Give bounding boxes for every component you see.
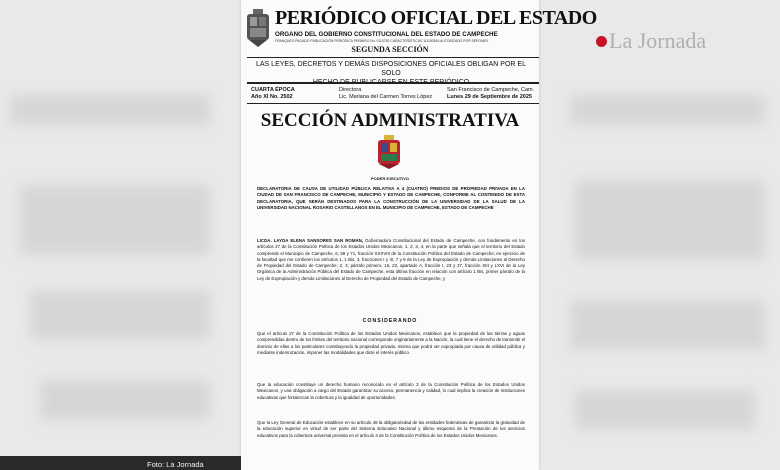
divider	[247, 57, 539, 58]
place: San Francisco de Campeche, Cam.	[447, 87, 535, 93]
blur-band	[575, 180, 765, 260]
poder-ejecutivo: PODER EJECUTIVO	[370, 176, 409, 181]
gazette-section: SEGUNDA SECCIÓN	[351, 45, 429, 54]
considerando-paragraph-1: Que el artículo 27 de la Constitución Política de los Estados Unidos Mexicanos, establece que la propiedad de las tierras y aguas comprendidas dentro de los límites del territorio nacional corresponde originariamente a la Nación, la cual tiene el derecho de transmitir el dominio de ellas a los particulares constituyendo la propiedad privada, misma que podrá ser expropiada por causa de utilidad pública y mediante indemnización, imponer las modalidades que dicte el interés público.	[257, 331, 525, 355]
blur-band	[20, 185, 210, 255]
declaratoria-title: DECLARATORIA DE CAUSA DE UTILIDAD PÚBLICA RELATIVA A 4 (CUATRO) PREDIOS DE PROPIEDAD PRIVADA EN LA CIUDAD DE SAN FRANCISCO DE CAMPECHE, MUNICIPIO Y ESTADO DE CAMPECHE, CONFORME AL CONTENIDO DE ESTA DECLARATORIA, QUE SERÁN DESTINADOS PARA LA CONSTRUCCIÓN DE LA UNIVERSIDAD DE LA SALUD DE LA UNIVERSIDAD NACIONAL ROSARIO CASTELLANOS EN EL MUNICIPIO DE CAMPECHE, ESTADO DE CAMPECHE	[257, 186, 525, 210]
blur-band	[570, 95, 765, 125]
official-gazette-page	[241, 0, 597, 470]
date: Lunes 29 de Septiembre de 2025	[447, 94, 532, 100]
gazette-title: PERIÓDICO OFICIAL DEL ESTADO	[275, 7, 597, 29]
governor-name: LICDA. LAYDA ELENA SANSORES SAN ROMÁN,	[257, 238, 364, 243]
blur-band	[30, 290, 210, 340]
la-jornada-logo	[596, 28, 706, 54]
state-crest-icon	[245, 8, 271, 48]
year-number: Año XI No. 2502	[251, 94, 293, 100]
section-title: SECCIÓN ADMINISTRATIVA	[260, 110, 520, 131]
governor-text: Gobernadora Constitucional del Estado de Campeche, con fundamento en los artículos 27 de la Constitución Política de los Estados Unidos Mexicanos, 1, 2, 3, 4, en la parte que señala que el territorio del Estado comprende el Municipio de Campeche, 6, 59 y 71, fracción XXXVIII de la Constitución Política del Estado de Campeche; en ejercicio de la facultad que me confieren los artículos 1, 1 Bis, 3, fracciones I y III, 7 y 9 de la Ley de Expropiación y demás Limitaciones al Derecho de Propiedad del Estado de Campeche; 2, 3, párrafo primero, 16, 22, apartado A, fracción I, 23 y 27, fracción XIII y LXVI de la Ley Orgánica de la Administración Pública del Estado de Campeche, esta última fracción en relación con artículo 1 Bis, primer párrafo de la Ley de Expropiación y demás Limitaciones al Derecho de Propiedad del Estado de Campeche, y	[257, 238, 525, 281]
director-name: Lic. Mariana del Carmen Torres López	[339, 94, 433, 100]
gazette-organ: ORGANO DEL GOBIERNO CONSTITUCIONAL DEL ESTADO DE CAMPECHE	[275, 31, 498, 38]
gazette-fine-print: FRANQUEO PAGADO PUBLICACIÓN PERIÓDICA PERMISO No. 0110782 CARACTERÍSTICAS 111182816 AUTORIZADO POR SEPOMEX	[275, 39, 489, 43]
considerando-paragraph-2: Que la educación constituye un derecho humano reconocido en el artículo 3 de la Constitución Política de los Estados Unidos Mexicanos, y una obligación a cargo del Estado garantizar su acceso, permanencia y calidad, lo cual implica la creación de instituciones educativas que fortalezcan la cobertura y la igualdad de oportunidades.	[257, 382, 525, 400]
photo-caption: Foto: La Jornada	[147, 460, 204, 469]
blur-band	[570, 300, 765, 350]
blur-band	[40, 380, 210, 420]
caption-bar	[0, 456, 241, 470]
director-label: Directora	[339, 87, 362, 93]
divider	[247, 103, 539, 104]
logo-dot-icon	[596, 36, 607, 47]
epoch: CUARTA ÉPOCA	[251, 87, 295, 93]
logo-text: La Jornada	[609, 28, 707, 53]
blur-band	[575, 390, 755, 430]
governor-paragraph	[257, 238, 525, 282]
considerando-heading: CONSIDERANDO	[362, 318, 418, 324]
laws-line-1: LAS LEYES, DECRETOS Y DEMÁS DISPOSICIONES OFICIALES OBLIGAN POR EL SOLO	[256, 61, 526, 77]
considerando-paragraph-3: Que la Ley General de Educación establece en su artículo 48 la obligatoriedad de las entidades federativas de garantizar la gratuidad de la educación superior en virtud de ser parte del Sistema Educativo Nacional y último esquema de la Prestación de los servicios educativos para la cobertura universal prevista en el artículo 3 de la Constitución Política de los Estados Unidos Mexicanos.	[257, 420, 525, 438]
blur-band	[10, 95, 210, 125]
divider	[247, 82, 539, 84]
campeche-coat-of-arms-icon	[374, 134, 404, 170]
